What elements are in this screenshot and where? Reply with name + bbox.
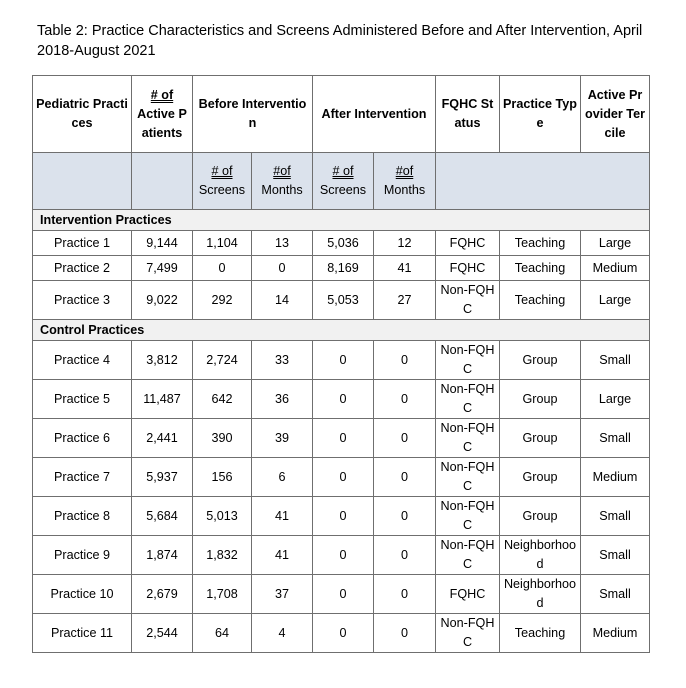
before-months-cell: 39 <box>252 419 313 458</box>
fqhc-status-cell: Non-FQHC <box>436 341 500 380</box>
practice-type-cell: Group <box>500 341 581 380</box>
header-practice-type: Practice Type <box>500 76 581 153</box>
header-after-months-rest: Months <box>383 183 426 197</box>
after-months-cell: 41 <box>374 256 436 281</box>
practice-name-cell: Practice 4 <box>33 341 132 380</box>
before-screens-cell: 292 <box>193 281 252 320</box>
header-before-months <box>252 153 313 210</box>
after-screens-cell: 5,053 <box>313 281 374 320</box>
before-months-cell: 33 <box>252 341 313 380</box>
active-patients-cell: 1,874 <box>132 536 193 575</box>
fqhc-status-cell: Non-FQHC <box>436 419 500 458</box>
active-patients-cell: 7,499 <box>132 256 193 281</box>
before-months-cell: 41 <box>252 536 313 575</box>
table-body <box>33 76 650 653</box>
practice-type-cell: Group <box>500 419 581 458</box>
header-before-screens <box>193 153 252 210</box>
active-patients-cell: 5,684 <box>132 497 193 536</box>
before-months-cell: 41 <box>252 497 313 536</box>
active-patients-cell: 2,441 <box>132 419 193 458</box>
after-months-cell: 0 <box>374 458 436 497</box>
practice-type-cell: Teaching <box>500 256 581 281</box>
provider-tercile-cell: Medium <box>581 458 650 497</box>
section-row-control <box>33 320 650 341</box>
fqhc-status-cell: FQHC <box>436 256 500 281</box>
provider-tercile-cell: Small <box>581 575 650 614</box>
after-months-cell: 0 <box>374 419 436 458</box>
after-months-cell: 0 <box>374 536 436 575</box>
after-screens-cell: 5,036 <box>313 231 374 256</box>
before-screens-cell: 5,013 <box>193 497 252 536</box>
table-caption: Table 2: Practice Characteristics and Screens Administered Before and After Intervention, April 2018-August 2021 <box>37 23 643 59</box>
header-row-2 <box>33 153 650 210</box>
practice-type-cell: Teaching <box>500 281 581 320</box>
after-months-cell: 0 <box>374 380 436 419</box>
before-screens-cell: 1,104 <box>193 231 252 256</box>
fqhc-status-cell: Non-FQHC <box>436 536 500 575</box>
practice-name-cell: Practice 10 <box>33 575 132 614</box>
table-row <box>33 231 650 256</box>
provider-tercile-cell: Small <box>581 536 650 575</box>
before-screens-cell: 0 <box>193 256 252 281</box>
after-screens-cell: 0 <box>313 419 374 458</box>
practice-type-cell: Teaching <box>500 614 581 653</box>
active-patients-cell: 9,022 <box>132 281 193 320</box>
table-row <box>33 614 650 653</box>
before-screens-cell: 1,708 <box>193 575 252 614</box>
active-patients-cell: 5,937 <box>132 458 193 497</box>
active-patients-cell: 9,144 <box>132 231 193 256</box>
after-screens-cell: 0 <box>313 341 374 380</box>
fqhc-status-cell: FQHC <box>436 231 500 256</box>
section-row-intervention <box>33 210 650 231</box>
table-row <box>33 575 650 614</box>
before-screens-cell: 642 <box>193 380 252 419</box>
before-months-cell: 6 <box>252 458 313 497</box>
header-blank-practice <box>33 153 132 210</box>
after-months-cell: 12 <box>374 231 436 256</box>
table-row <box>33 458 650 497</box>
practice-type-cell: Neighborhood <box>500 575 581 614</box>
table-row <box>33 419 650 458</box>
practice-name-cell: Practice 5 <box>33 380 132 419</box>
practice-type-cell: Group <box>500 380 581 419</box>
before-screens-cell: 156 <box>193 458 252 497</box>
provider-tercile-cell: Large <box>581 380 650 419</box>
header-before-months-prefix: #of <box>273 164 291 178</box>
before-months-cell: 4 <box>252 614 313 653</box>
practice-type-cell: Group <box>500 497 581 536</box>
after-screens-cell: 0 <box>313 536 374 575</box>
header-fqhc-status: FQHC Status <box>436 76 500 153</box>
provider-tercile-cell: Small <box>581 497 650 536</box>
before-months-cell: 14 <box>252 281 313 320</box>
before-screens-cell: 390 <box>193 419 252 458</box>
practice-type-cell: Teaching <box>500 231 581 256</box>
after-months-cell: 0 <box>374 614 436 653</box>
practice-name-cell: Practice 7 <box>33 458 132 497</box>
header-before-intervention: Before Intervention <box>193 76 313 153</box>
table-row <box>33 536 650 575</box>
table-row <box>33 281 650 320</box>
provider-tercile-cell: Small <box>581 341 650 380</box>
header-after-screens <box>313 153 374 210</box>
practice-type-cell: Group <box>500 458 581 497</box>
header-after-intervention: After Intervention <box>313 76 436 153</box>
header-active-patients-prefix: # of <box>150 87 174 102</box>
fqhc-status-cell: Non-FQHC <box>436 614 500 653</box>
provider-tercile-cell: Medium <box>581 256 650 281</box>
header-before-screens-prefix: # of <box>211 164 233 178</box>
fqhc-status-cell: FQHC <box>436 575 500 614</box>
fqhc-status-cell: Non-FQHC <box>436 281 500 320</box>
section-label-control: Control Practices <box>33 320 650 341</box>
before-screens-cell: 2,724 <box>193 341 252 380</box>
before-months-cell: 37 <box>252 575 313 614</box>
header-before-screens-rest: Screens <box>198 183 246 197</box>
after-screens-cell: 0 <box>313 575 374 614</box>
after-months-cell: 27 <box>374 281 436 320</box>
header-before-months-rest: Months <box>261 183 303 197</box>
practice-name-cell: Practice 1 <box>33 231 132 256</box>
table-row <box>33 256 650 281</box>
before-months-cell: 0 <box>252 256 313 281</box>
practice-name-cell: Practice 6 <box>33 419 132 458</box>
practice-characteristics-table <box>32 75 650 653</box>
table-row <box>33 341 650 380</box>
before-months-cell: 13 <box>252 231 313 256</box>
before-screens-cell: 64 <box>193 614 252 653</box>
header-pediatric-practices: Pediatric Practices <box>33 76 132 153</box>
fqhc-status-cell: Non-FQHC <box>436 497 500 536</box>
before-months-cell: 36 <box>252 380 313 419</box>
after-months-cell: 0 <box>374 341 436 380</box>
practice-name-cell: Practice 9 <box>33 536 132 575</box>
active-patients-cell: 11,487 <box>132 380 193 419</box>
after-months-cell: 0 <box>374 497 436 536</box>
active-patients-cell: 2,544 <box>132 614 193 653</box>
header-blank-right <box>436 153 650 210</box>
practice-type-cell: Neighborhood <box>500 536 581 575</box>
header-after-screens-rest: Screens <box>319 183 367 197</box>
before-screens-cell: 1,832 <box>193 536 252 575</box>
after-screens-cell: 0 <box>313 614 374 653</box>
provider-tercile-cell: Large <box>581 231 650 256</box>
after-screens-cell: 0 <box>313 380 374 419</box>
header-after-months <box>374 153 436 210</box>
after-screens-cell: 0 <box>313 497 374 536</box>
provider-tercile-cell: Large <box>581 281 650 320</box>
table-row <box>33 497 650 536</box>
practice-name-cell: Practice 8 <box>33 497 132 536</box>
header-row-1 <box>33 76 650 153</box>
header-after-screens-prefix: # of <box>332 164 354 178</box>
provider-tercile-cell: Medium <box>581 614 650 653</box>
after-screens-cell: 8,169 <box>313 256 374 281</box>
header-provider-tercile: Active Provider Tercile <box>581 76 650 153</box>
practice-name-cell: Practice 11 <box>33 614 132 653</box>
header-active-patients-rest: Active Patients <box>137 106 187 140</box>
header-after-months-prefix: #of <box>395 164 414 178</box>
table-row <box>33 380 650 419</box>
after-screens-cell: 0 <box>313 458 374 497</box>
practice-name-cell: Practice 3 <box>33 281 132 320</box>
active-patients-cell: 2,679 <box>132 575 193 614</box>
section-label-intervention: Intervention Practices <box>33 210 650 231</box>
header-blank-patients <box>132 153 193 210</box>
provider-tercile-cell: Small <box>581 419 650 458</box>
fqhc-status-cell: Non-FQHC <box>436 458 500 497</box>
fqhc-status-cell: Non-FQHC <box>436 380 500 419</box>
header-active-patients <box>132 76 193 153</box>
active-patients-cell: 3,812 <box>132 341 193 380</box>
practice-name-cell: Practice 2 <box>33 256 132 281</box>
after-months-cell: 0 <box>374 575 436 614</box>
